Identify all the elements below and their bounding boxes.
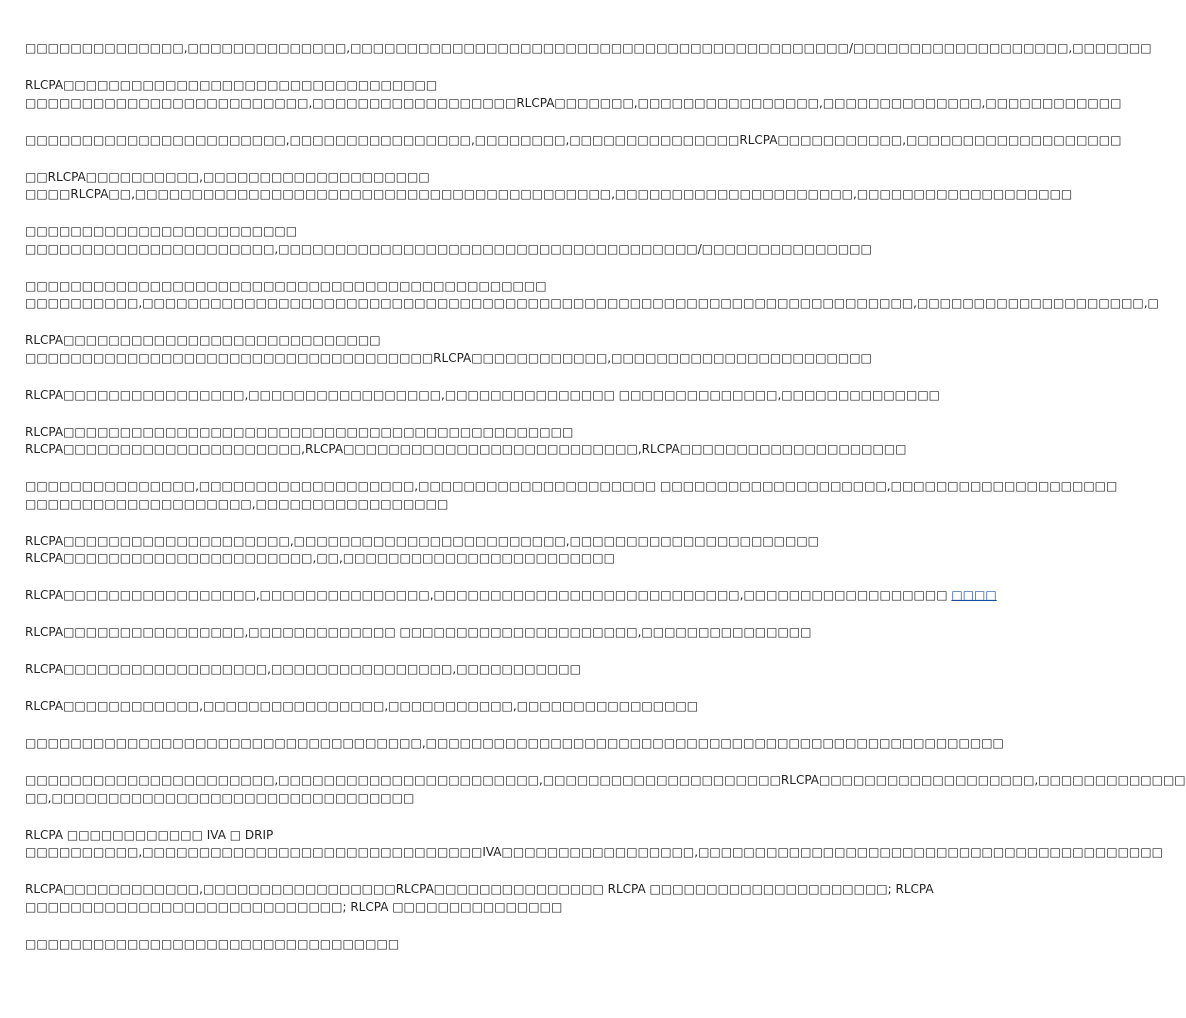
paragraph-8 [25, 387, 941, 405]
paragraph-19-line-1: RLCPA□□□□□□□□□□□□,□□□□□□□□□□□□□□□□□RLCPA□□□□□□□□□□□□□□□ RLCPA □□□□□□□□□□□□□□□□□□□□□; RLCPA [25, 882, 934, 896]
paragraph-18 [25, 827, 1163, 862]
paragraph-4-heading: □□RLCPA□□□□□□□□□□,□□□□□□□□□□□□□□□□□□□□ [25, 169, 430, 184]
paragraph-13-line-1: RLCPA□□□□□□□□□□□□□□□□,□□□□□□□□□□□□□ □□□□□□□□□□□□□□□□□□□□□,□□□□□□□□□□□□□□□ [25, 625, 812, 639]
paragraph-11-line-2: RLCPA□□□□□□□□□□□□□□□□□□□□□□,□□,□□□□□□□□□□□□□□□□□□□□□□□□ [25, 551, 615, 565]
paragraph-19-line-2: □□□□□□□□□□□□□□□□□□□□□□□□□□□□; RLCPA □□□□□□□□□□□□□□□ [25, 899, 563, 914]
paragraph-12 [25, 587, 997, 605]
paragraph-17-line-2: □□,□□□□□□□□□□□□□□□□□□□□□□□□□□□□□□□□ [25, 790, 415, 805]
paragraph-7-heading: RLCPA□□□□□□□□□□□□□□□□□□□□□□□□□□□□ [25, 333, 381, 347]
paragraph-5-heading: □□□□□□□□□□□□□□□□□□□□□□□□ [25, 224, 298, 238]
paragraph-5-line-2: □□□□□□□□□□□□□□□□□□□□□□,□□□□□□□□□□□□□□□□□□□□□□□□□□□□□□□□□□□□□/□□□□□□□□□□□□□□□ [25, 241, 872, 256]
paragraph-12-text: RLCPA□□□□□□□□□□□□□□□□□,□□□□□□□□□□□□□□□,□□□□□□□□□□□□□□□□□□□□□□□□□□□,□□□□□□□□□□□□□□□□□□ [25, 588, 952, 602]
paragraph-3-line-1: □□□□□□□□□□□□□□□□□□□□□□□,□□□□□□□□□□□□□□□□,□□□□□□□□,□□□□□□□□□□□□□□□RLCPA□□□□□□□□□□□,□□□□□□□□□□□□□□□□□□□ [25, 132, 1122, 147]
paragraph-18-heading: RLCPA □□□□□□□□□□□□ IVA □ DRIP [25, 827, 274, 842]
paragraph-8-line-1: RLCPA□□□□□□□□□□□□□□□□,□□□□□□□□□□□□□□□□□,□□□□□□□□□□□□□□□ □□□□□□□□□□□□□□,□□□□□□□□□□□□□□ [25, 387, 941, 402]
paragraph-13 [25, 624, 812, 642]
paragraph-9-line-2: RLCPA□□□□□□□□□□□□□□□□□□□□□,RLCPA□□□□□□□□□□□□□□□□□□□□□□□□□□,RLCPA□□□□□□□□□□□□□□□□□□□□ [25, 442, 907, 456]
paragraph-11 [25, 533, 820, 568]
paragraph-20 [25, 936, 720, 954]
document-body [25, 40, 1186, 973]
paragraph-17-line-1: □□□□□□□□□□□□□□□□□□□□□□,□□□□□□□□□□□□□□□□□□□□□□□,□□□□□□□□□□□□□□□□□□□□□RLCPA□□□□□□□□□□□□□□□□□□□,□□□□□□□□□□□□□ [25, 773, 1186, 787]
paragraph-1 [25, 40, 1152, 58]
paragraph-3 [25, 132, 1122, 150]
paragraph-7 [25, 332, 872, 367]
paragraph-4 [25, 169, 1073, 204]
paragraph-15 [25, 698, 720, 716]
paragraph-6-line-2: □□□□□□□□□□,□□□□□□□□□□□□□□□□□□□□□□□□□□□□□□□□□□□□□□□□□□□□□□□□□□□□□□□□□□□□□□□□□□□□,□□□□□□□□□□□□□□□□□□□□,□ [25, 296, 1159, 310]
paragraph-15-line-1: RLCPA□□□□□□□□□□□□,□□□□□□□□□□□□□□□□,□□□□□□□□□□□,□□□□□□□□□□□□□□□□ [25, 699, 699, 713]
paragraph-19 [25, 881, 934, 916]
inline-link[interactable]: □□□□ [951, 588, 997, 602]
paragraph-10-line-2: □□□□□□□□□□□□□□□□□□□□,□□□□□□□□□□□□□□□□□ [25, 496, 449, 511]
paragraph-6-heading: □□□□□□□□□□□□□□□□□□□□□□□□□□□□□□□□□□□□□□□□□□□□□□ [25, 278, 547, 293]
paragraph-18-line-2: □□□□□□□□□□,□□□□□□□□□□□□□□□□□□□□□□□□□□□□□□IVA□□□□□□□□□□□□□□□□□,□□□□□□□□□□□□□□□□□□□□□□□□□□□□□□□□□□□□□□□□□ [25, 845, 1163, 859]
paragraph-14-line-1: RLCPA□□□□□□□□□□□□□□□□□□,□□□□□□□□□□□□□□□□,□□□□□□□□□□□ [25, 662, 581, 676]
paragraph-14 [25, 661, 720, 679]
paragraph-10-line-1: □□□□□□□□□□□□□□□,□□□□□□□□□□□□□□□□□□□,□□□□□□□□□□□□□□□□□□□□□ □□□□□□□□□□□□□□□□□□□□,□□□□□□□□□□□□□□□□□□□□ [25, 479, 1118, 493]
paragraph-10 [25, 478, 1118, 513]
paragraph-7-line-2: □□□□□□□□□□□□□□□□□□□□□□□□□□□□□□□□□□□□RLCPA□□□□□□□□□□□□,□□□□□□□□□□□□□□□□□□□□□□□ [25, 350, 872, 365]
paragraph-9-heading: RLCPA□□□□□□□□□□□□□□□□□□□□□□□□□□□□□□□□□□□□□□□□□□□□□ [25, 424, 574, 439]
paragraph-20-line-1: □□□□□□□□□□□□□□□□□□□□□□□□□□□□□□□□□ [25, 936, 400, 951]
paragraph-6 [25, 278, 1159, 313]
paragraph-1-line-1: □□□□□□□□□□□□□□,□□□□□□□□□□□□□□,□□□□□□□□□□□□□□□□□□□□□□□□□□□□□□□□□□□□□□□□□□□□/□□□□□□□□□□□□□□□□□□□,□□□□□□□ [25, 41, 1152, 55]
paragraph-2-heading: RLCPA□□□□□□□□□□□□□□□□□□□□□□□□□□□□□□□□□ [25, 78, 438, 92]
paragraph-12-line-1 [25, 587, 997, 605]
paragraph-2-line-2: □□□□□□□□□□□□□□□□□□□□□□□□□,□□□□□□□□□□□□□□□□□□RLCPA□□□□□□□,□□□□□□□□□□□□□□□□,□□□□□□□□□□□□□□,□□□□□□□□□□□□ [25, 95, 1122, 110]
paragraph-2 [25, 77, 1122, 112]
paragraph-16 [25, 735, 1004, 753]
paragraph-11-line-1: RLCPA□□□□□□□□□□□□□□□□□□□□,□□□□□□□□□□□□□□□□□□□□□□□□,□□□□□□□□□□□□□□□□□□□□□□ [25, 533, 820, 548]
paragraph-5 [25, 223, 872, 258]
paragraph-9 [25, 424, 907, 459]
paragraph-4-line-2: □□□□RLCPA□□,□□□□□□□□□□□□□□□□□□□□□□□□□□□□□□□□□□□□□□□□□□,□□□□□□□□□□□□□□□□□□□□□,□□□□□□□□□□□□□□□□□□□ [25, 187, 1073, 201]
paragraph-17 [25, 772, 1186, 807]
paragraph-16-line-1: □□□□□□□□□□□□□□□□□□□□□□□□□□□□□□□□□□□,□□□□□□□□□□□□□□□□□□□□□□□□□□□□□□□□□□□□□□□□□□□□□□□□□□□ [25, 736, 1004, 750]
